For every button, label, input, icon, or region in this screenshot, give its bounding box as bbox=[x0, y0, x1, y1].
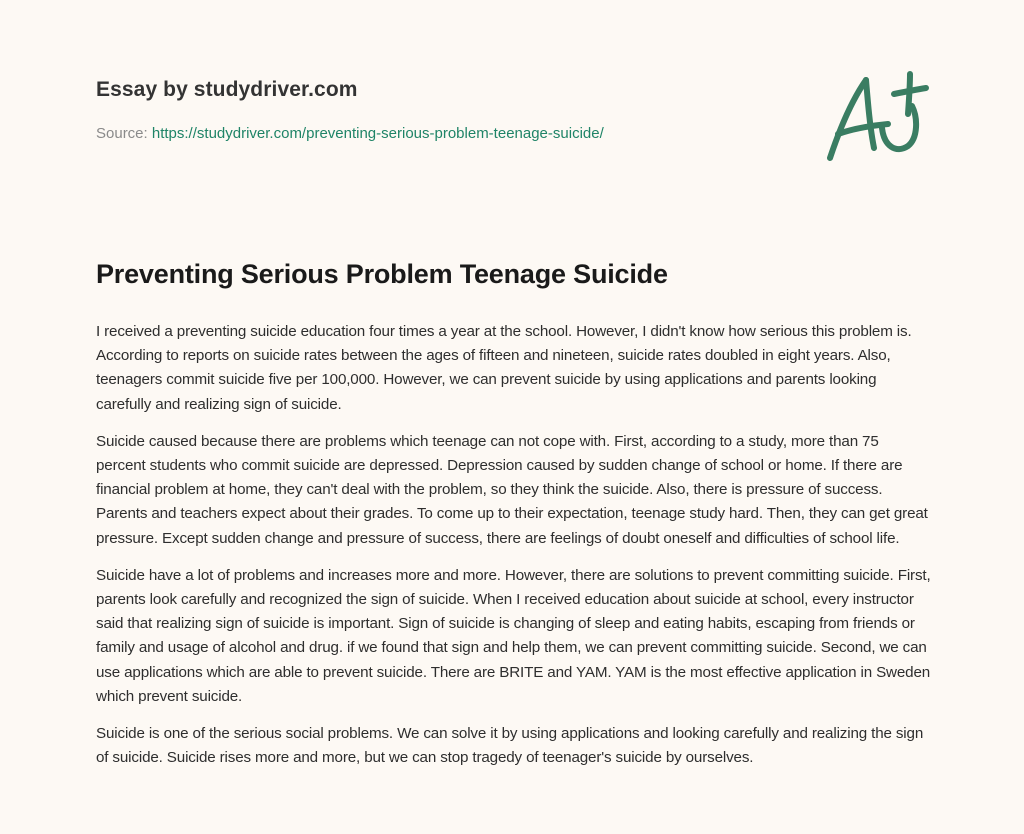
essay-article bbox=[96, 254, 932, 783]
essay-paragraph-2: Suicide caused because there are problems which teenage can not cope with. First, according to a study, more than 75 percent students who commit suicide are depressed. Depression caused by sudden change of school or home. If there are financial problem at home, they can't deal with the problem, so they think the suicide. Also, there is pressure of success. Parents and teachers expect about their grades. To come up to their expectation, teenage study hard. Then, they can get great pressure. Except sudden change and pressure of success, there are feelings of doubt oneself and difficulties of school life. bbox=[96, 432, 928, 547]
site-title: Essay by studydriver.com bbox=[96, 78, 358, 101]
essay-paragraph-4: Suicide is one of the serious social problems. We can solve it by using applications and looking carefully and realizing the sign of suicide. Suicide rises more and more, but we can stop tragedy of teenager's suicide by ourselves. bbox=[96, 725, 924, 767]
essay-title: Preventing Serious Problem Teenage Suicide bbox=[96, 259, 668, 289]
essay-paragraph-1: I received a preventing suicide education four times a year at the school. However, I didn't know how serious this problem is. According to reports on suicide rates between the ages of fifteen and nineteen, suicide rates doubled in eight years. Also, teenagers commit suicide five per 100,000. However, we can prevent suicide by using applications and parents looking carefully and realizing sign of suicide. bbox=[96, 323, 912, 413]
source-label: Source: bbox=[96, 125, 152, 142]
essay-header bbox=[96, 76, 796, 144]
source-link[interactable]: https://studydriver.com/preventing-serious-problem-teenage-suicide/ bbox=[151, 125, 604, 142]
source-line bbox=[96, 124, 796, 144]
a-plus-grade-icon bbox=[822, 66, 932, 166]
essay-paragraph-3: Suicide have a lot of problems and increases more and more. However, there are solutions to prevent committing suicide. First, parents look carefully and recognized the sign of suicide. When I received education about suicide at school, every instructor said that realizing sign of suicide is important. Sign of suicide is changing of sleep and eating habits, escaping from friends or family and usage of alcohol and drug. if we found that sign and help them, we can prevent committing suicide. Second, we can use applications which are able to prevent suicide. There are BRITE and YAM. YAM is the most effective application in Sweden which prevent suicide. bbox=[96, 566, 931, 705]
